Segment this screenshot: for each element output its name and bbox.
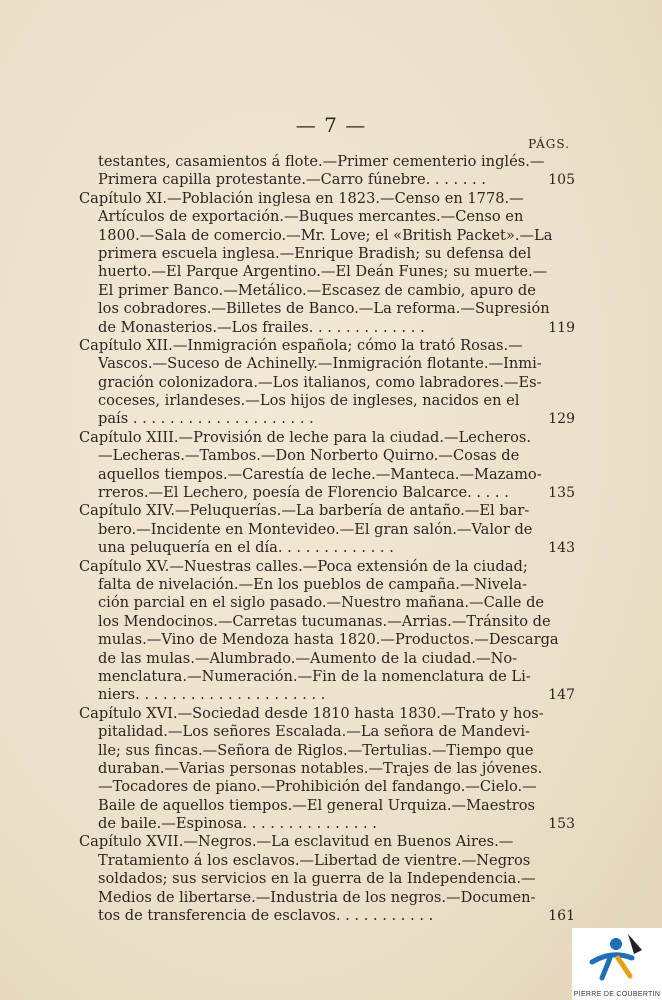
toc-line-text: soldados; sus servicios en la guerra de la Independencia.— bbox=[98, 870, 536, 888]
page-number: — 7 — bbox=[295, 113, 367, 137]
toc-line bbox=[82, 282, 572, 300]
toc-line-text: de baile.—Espinosa. . . . . . . . . . . . . . . bbox=[98, 815, 377, 833]
toc-line bbox=[79, 337, 572, 355]
toc-line-text: Primera capilla protestante.—Carro fúnebre. . . . . . . bbox=[98, 171, 486, 189]
toc-line-text: pitalidad.—Los señores Escalada.—La señora de Mandevi- bbox=[98, 723, 530, 741]
toc-line bbox=[82, 907, 575, 925]
runner-emblem-icon bbox=[572, 928, 662, 990]
toc-line-text: ción parcial en el siglo pasado.—Nuestro mañana.—Calle de bbox=[98, 594, 545, 612]
toc-line-text: niers. . . . . . . . . . . . . . . . . . . . . bbox=[98, 686, 326, 704]
toc-line bbox=[79, 429, 572, 447]
toc-line bbox=[82, 760, 572, 778]
toc-line-text: huerto.—El Parque Argentino.—El Deán Funes; su muerte.— bbox=[98, 263, 548, 281]
toc-line bbox=[82, 521, 572, 539]
toc-line-text: Capítulo XVII.—Negros.—La esclavitud en Buenos Aires.— bbox=[79, 833, 514, 851]
pags-label: PÁGS. bbox=[528, 137, 570, 151]
toc-page-number: 153 bbox=[548, 816, 575, 833]
toc-line bbox=[82, 668, 572, 686]
toc-line bbox=[82, 318, 575, 337]
toc-line bbox=[82, 355, 572, 373]
toc-line-text: Artículos de exportación.—Buques mercantes.—Censo en bbox=[98, 208, 524, 226]
toc-page-number: 147 bbox=[548, 687, 575, 704]
logo-caption: PIERRE DE COUBERTIN bbox=[573, 991, 661, 998]
toc-line-text: bero.—Incidente en Montevideo.—El gran salón.—Valor de bbox=[98, 520, 533, 538]
toc-line bbox=[82, 300, 572, 318]
toc-page-number: 161 bbox=[548, 908, 575, 925]
toc-page-number: 135 bbox=[548, 485, 575, 502]
toc-line bbox=[82, 594, 572, 612]
toc-line-text: Baile de aquellos tiempos.—El general Urquiza.—Maestros bbox=[98, 796, 535, 814]
toc-line-text: aquellos tiempos.—Carestía de leche.—Manteca.—Mazamo- bbox=[98, 465, 542, 483]
toc-line bbox=[82, 447, 572, 465]
toc-page-number: 119 bbox=[548, 319, 575, 336]
toc-line-text: Capítulo XV.—Nuestras calles.—Poca extensión de la ciudad; bbox=[79, 557, 528, 575]
toc-line-text: testantes, casamientos á flote.—Primer cementerio inglés.— bbox=[98, 153, 545, 170]
toc-line-text: Capítulo XIII.—Provisión de leche para la ciudad.—Lecheros. bbox=[79, 428, 532, 446]
toc-line-text: falta de nivelación.—En los pueblos de campaña.—Nivela- bbox=[98, 575, 528, 593]
toc-line-text: tos de transferencia de esclavos. . . . . . . . . . . bbox=[98, 907, 434, 925]
toc-line bbox=[82, 815, 575, 833]
toc-line bbox=[82, 392, 572, 410]
toc-line-text: Vascos.—Suceso de Achinelly.—Inmigración flotante.—Inmi- bbox=[98, 355, 542, 373]
toc-line bbox=[82, 410, 575, 428]
toc-line bbox=[82, 576, 572, 594]
toc-line-text: —Lecheras.—Tambos.—Don Norberto Quirno.—Cosas de bbox=[98, 447, 520, 465]
toc-line-text: El primer Banco.—Metálico.—Escasez de cambio, apuro de bbox=[98, 281, 536, 299]
toc-line-text: coceses, irlandeses.—Los hijos de ingleses, nacidos en el bbox=[98, 392, 520, 410]
toc-line bbox=[82, 208, 572, 226]
toc-line-text: país . . . . . . . . . . . . . . . . . . . . bbox=[98, 410, 314, 428]
toc-line-text: Capítulo XII.—Inmigración española; cómo la trató Rosas.— bbox=[79, 336, 523, 354]
toc-line bbox=[82, 539, 575, 557]
toc-line bbox=[82, 153, 572, 171]
toc-line bbox=[82, 484, 575, 502]
toc-line bbox=[82, 613, 572, 631]
toc-line bbox=[79, 705, 572, 723]
toc-line bbox=[82, 227, 572, 245]
library-logo bbox=[572, 928, 662, 1000]
toc-line-text: duraban.—Varias personas notables.—Trajes de las jóvenes. bbox=[98, 759, 543, 777]
toc-line-text: los cobradores.—Billetes de Banco.—La reforma.—Supresión bbox=[98, 300, 550, 318]
toc-line-text: primera escuela inglesa.—Enrique Bradish; su defensa del bbox=[98, 244, 532, 262]
toc-line bbox=[82, 742, 572, 760]
toc-line-text: una peluquería en el día. . . . . . . . . . . . . bbox=[98, 539, 394, 557]
toc-line-text: 1800.—Sala de comercio.—Mr. Love; el «British Packet».—La bbox=[98, 226, 553, 244]
toc-line bbox=[82, 686, 575, 704]
toc-line-text: Capítulo XI.—Población inglesa en 1823.—Censo en 1778.— bbox=[79, 189, 524, 207]
toc-line-text: menclatura.—Numeración.—Fin de la nomenclatura de Li- bbox=[98, 667, 531, 685]
toc-line-text: Capítulo XIV.—Peluquerías.—La barbería de antaño.—El bar- bbox=[79, 502, 530, 520]
toc-line bbox=[82, 650, 572, 668]
toc-line bbox=[79, 502, 572, 520]
toc-line bbox=[82, 171, 575, 189]
toc-line bbox=[82, 852, 572, 870]
toc-line bbox=[79, 833, 572, 851]
toc-line bbox=[82, 374, 572, 392]
toc-line-text: de Monasterios.—Los frailes. . . . . . . . . . . . . bbox=[98, 318, 425, 336]
toc-line bbox=[82, 263, 572, 281]
toc-line bbox=[82, 631, 572, 649]
toc-line-text: Medios de libertarse.—Industria de los negros.—Documen- bbox=[98, 888, 536, 906]
toc-line bbox=[79, 190, 572, 208]
toc-page-number: 105 bbox=[548, 172, 575, 189]
toc-line-text: mulas.—Vino de Mendoza hasta 1820.—Productos.—Descarga bbox=[98, 631, 559, 649]
toc-line bbox=[82, 466, 572, 484]
toc-line bbox=[79, 558, 572, 576]
toc-line-text: los Mendocinos.—Carretas tucumanas.—Arrias.—Tránsito de bbox=[98, 612, 551, 630]
toc-line-text: lle; sus fincas.—Señora de Riglos.—Tertulias.—Tiempo que bbox=[98, 741, 534, 759]
toc-line bbox=[82, 797, 572, 815]
table-of-contents bbox=[79, 153, 575, 925]
toc-page-number: 143 bbox=[548, 540, 575, 557]
toc-line bbox=[82, 778, 572, 796]
toc-line-text: gración colonizadora.—Los italianos, como labradores.—Es- bbox=[98, 373, 542, 391]
toc-line bbox=[82, 889, 572, 907]
toc-line bbox=[82, 870, 572, 888]
toc-page-number: 129 bbox=[548, 411, 575, 428]
toc-line-text: Tratamiento á los esclavos.—Libertad de vientre.—Negros bbox=[98, 851, 531, 869]
toc-line bbox=[82, 245, 572, 263]
toc-line-text: Capítulo XVI.—Sociedad desde 1810 hasta 1830.—Trato y hos- bbox=[79, 704, 544, 722]
toc-line bbox=[82, 723, 572, 741]
toc-line-text: de las mulas.—Alumbrado.—Aumento de la ciudad.—No- bbox=[98, 649, 518, 667]
toc-line-text: —Tocadores de piano.—Prohibición del fandango.—Cielo.— bbox=[98, 778, 537, 796]
toc-line-text: rreros.—El Lechero, poesía de Florencio Balcarce. . . . . bbox=[98, 484, 509, 502]
